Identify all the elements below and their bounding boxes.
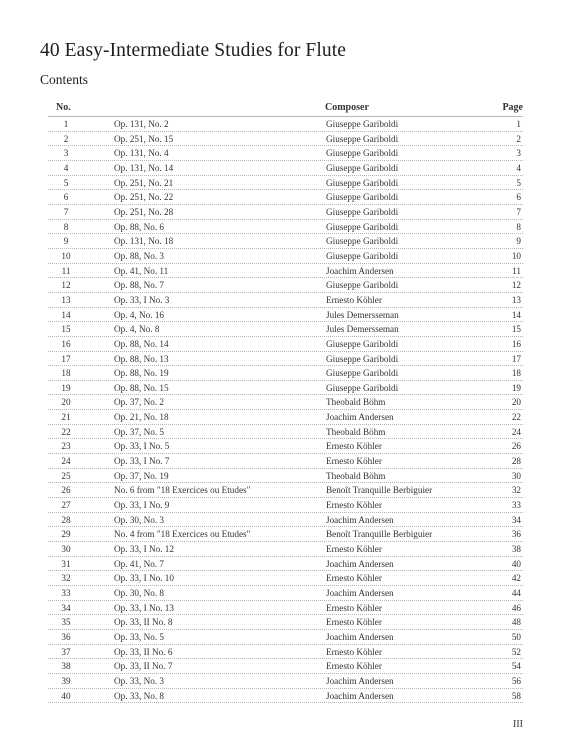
entry-page: 58 — [511, 690, 521, 701]
entry-page: 30 — [511, 470, 521, 481]
entry-composer: Ernesto Köhler — [326, 646, 382, 657]
table-row — [48, 410, 523, 425]
entry-composer: Ernesto Köhler — [326, 294, 382, 305]
entry-number: 30 — [61, 544, 71, 555]
entry-title: Op. 131, No. 4 — [114, 148, 169, 159]
entry-composer: Joachim Andersen — [326, 690, 394, 701]
entry-number: 5 — [63, 177, 69, 188]
entry-number: 26 — [61, 485, 71, 496]
table-row — [48, 366, 523, 381]
entry-composer: Jules Demersseman — [326, 309, 399, 320]
entry-number: 34 — [61, 602, 71, 613]
entry-composer: Theobald Böhm — [326, 397, 386, 408]
table-row — [48, 264, 523, 279]
entry-composer: Ernesto Köhler — [326, 573, 382, 584]
entry-page: 13 — [511, 294, 521, 305]
entry-title: No. 4 from "18 Exercices ou Etudes" — [114, 529, 251, 540]
entry-page: 34 — [511, 514, 521, 525]
entry-page: 24 — [511, 426, 521, 437]
entry-title: Op. 131, No. 2 — [114, 119, 169, 129]
entry-page: 42 — [511, 573, 521, 584]
entry-title: Op. 131, No. 18 — [114, 236, 174, 247]
entry-title: Op. 33, No. 3 — [114, 675, 165, 686]
entry-number: 18 — [61, 368, 71, 379]
entry-number: 17 — [61, 353, 71, 364]
entry-title: Op. 131, No. 14 — [114, 162, 174, 173]
entry-page: 12 — [511, 280, 521, 291]
entry-title: Op. 37, No. 2 — [114, 397, 165, 408]
entry-composer: Theobald Böhm — [326, 470, 386, 481]
entry-number: 14 — [61, 309, 71, 320]
entry-composer: Giuseppe Gariboldi — [326, 353, 399, 364]
section-heading: Contents — [40, 72, 89, 87]
entry-number: 1 — [63, 119, 69, 129]
entry-title: Op. 88, No. 14 — [114, 338, 169, 349]
entry-number: 37 — [61, 646, 71, 657]
table-row — [48, 659, 523, 674]
table-row — [48, 630, 523, 645]
table-row — [48, 117, 523, 132]
entry-number: 21 — [61, 412, 71, 423]
table-row — [48, 498, 523, 513]
entry-title: Op. 33, II No. 7 — [114, 661, 173, 672]
table-row — [48, 469, 523, 484]
entry-page: 17 — [511, 353, 521, 364]
entry-composer: Giuseppe Gariboldi — [326, 148, 399, 159]
entry-number: 12 — [61, 280, 71, 291]
entry-title: Op. 33, II No. 6 — [114, 646, 173, 657]
entry-title: Op. 33, I No. 3 — [114, 294, 170, 305]
entry-page: 50 — [511, 631, 521, 642]
entry-title: Op. 30, No. 8 — [114, 588, 165, 598]
table-row — [48, 205, 523, 220]
entry-title: Op. 88, No. 7 — [114, 280, 165, 291]
entry-composer: Ernesto Köhler — [326, 617, 382, 628]
entry-number: 40 — [61, 690, 71, 701]
entry-title: Op. 33, I No. 7 — [114, 456, 170, 467]
entry-page: 9 — [516, 236, 521, 247]
entry-composer: Ernesto Köhler — [326, 500, 382, 511]
entry-page: 52 — [511, 646, 521, 657]
entry-composer: Joachim Andersen — [326, 558, 394, 569]
entry-composer: Giuseppe Gariboldi — [326, 221, 399, 232]
entry-number: 10 — [61, 250, 71, 261]
entry-title: Op. 41, No. 7 — [114, 558, 165, 569]
entry-number: 6 — [63, 192, 69, 203]
entry-composer: Benoît Tranquille Berbiguier — [326, 529, 433, 540]
table-row — [48, 132, 523, 147]
entry-composer: Giuseppe Gariboldi — [326, 119, 399, 129]
entry-number: 22 — [61, 426, 71, 437]
entry-page: 2 — [516, 133, 521, 144]
entry-page: 40 — [511, 558, 521, 569]
entry-page: 16 — [511, 338, 521, 349]
entry-number: 3 — [63, 148, 69, 159]
entry-title: Op. 88, No. 15 — [114, 382, 169, 393]
entry-title: Op. 33, No. 5 — [114, 631, 165, 642]
entry-composer: Joachim Andersen — [326, 514, 394, 525]
entry-page: 28 — [511, 456, 521, 467]
table-row — [48, 234, 523, 249]
table-row — [48, 689, 523, 704]
entry-composer: Giuseppe Gariboldi — [326, 177, 399, 188]
table-row — [48, 352, 523, 367]
entry-title: Op. 33, I No. 5 — [114, 441, 170, 452]
table-row — [48, 542, 523, 557]
entry-number: 39 — [61, 675, 71, 686]
entry-page: 20 — [511, 397, 521, 408]
page-title: 40 Easy-Intermediate Studies for Flute — [40, 40, 346, 61]
entry-page: 18 — [511, 368, 521, 379]
entry-number: 27 — [61, 500, 71, 511]
entry-title: Op. 33, I No. 13 — [114, 602, 174, 613]
entry-composer: Giuseppe Gariboldi — [326, 382, 399, 393]
entry-title: Op. 88, No. 13 — [114, 353, 169, 364]
entry-page: 11 — [512, 265, 521, 276]
table-header — [48, 100, 523, 117]
entry-number: 4 — [63, 162, 69, 173]
table-row — [48, 615, 523, 630]
entry-composer: Ernesto Köhler — [326, 661, 382, 672]
entry-page: 56 — [511, 675, 521, 686]
table-row — [48, 249, 523, 264]
entry-title: Op. 33, II No. 8 — [114, 617, 173, 628]
entry-title: Op. 88, No. 3 — [114, 250, 165, 261]
entry-composer: Giuseppe Gariboldi — [326, 162, 399, 173]
entry-number: 29 — [61, 529, 71, 540]
entry-number: 35 — [61, 617, 71, 628]
entry-title: Op. 88, No. 19 — [114, 368, 169, 379]
entry-title: Op. 41, No. 11 — [114, 265, 169, 276]
table-row — [48, 571, 523, 586]
entry-number: 24 — [61, 456, 71, 467]
table-row — [48, 425, 523, 440]
table-row — [48, 513, 523, 528]
entry-number: 15 — [61, 324, 71, 335]
table-row — [48, 454, 523, 469]
entry-number: 33 — [61, 588, 71, 598]
entry-composer: Ernesto Köhler — [326, 544, 382, 555]
entry-composer: Joachim Andersen — [326, 631, 394, 642]
entry-composer: Giuseppe Gariboldi — [326, 236, 399, 247]
table-row — [48, 190, 523, 205]
entry-title: Op. 21, No. 18 — [114, 412, 169, 423]
entry-composer: Theobald Böhm — [326, 426, 386, 437]
entry-composer: Giuseppe Gariboldi — [326, 368, 399, 379]
entry-composer: Ernesto Köhler — [326, 441, 382, 452]
table-row — [48, 439, 523, 454]
entry-number: 32 — [61, 573, 71, 584]
table-row — [48, 308, 523, 323]
entry-page: 5 — [516, 177, 521, 188]
entry-page: 7 — [516, 206, 521, 217]
entry-number: 20 — [61, 397, 71, 408]
table-row — [48, 527, 523, 542]
entry-composer: Giuseppe Gariboldi — [326, 206, 399, 217]
entry-page: 4 — [516, 162, 521, 173]
table-row — [48, 586, 523, 601]
entry-page: 32 — [511, 485, 521, 496]
header-composer: Composer — [325, 102, 369, 113]
entry-title: Op. 33, I No. 12 — [114, 544, 174, 555]
table-row — [48, 322, 523, 337]
table-row — [48, 674, 523, 689]
entry-composer: Giuseppe Gariboldi — [326, 192, 399, 203]
table-row — [48, 645, 523, 660]
entry-page: 38 — [511, 544, 521, 555]
header-no: No. — [56, 102, 71, 113]
entry-page: 54 — [511, 661, 521, 672]
entry-title: Op. 37, No. 5 — [114, 426, 165, 437]
table-row — [48, 381, 523, 396]
entry-composer: Jules Demersseman — [326, 324, 399, 335]
entry-page: 44 — [511, 588, 521, 598]
table-row — [48, 337, 523, 352]
table-row — [48, 395, 523, 410]
entry-page: 1 — [516, 119, 521, 129]
entry-page: 26 — [511, 441, 521, 452]
page-number: III — [513, 719, 523, 730]
entry-composer: Giuseppe Gariboldi — [326, 250, 399, 261]
entry-title: Op. 30, No. 3 — [114, 514, 165, 525]
entry-page: 15 — [511, 324, 521, 335]
table-row — [48, 146, 523, 161]
table-row — [48, 601, 523, 616]
table-row — [48, 557, 523, 572]
entry-number: 2 — [63, 133, 69, 144]
entry-composer: Giuseppe Gariboldi — [326, 338, 399, 349]
entry-number: 7 — [63, 206, 69, 217]
entry-page: 36 — [511, 529, 521, 540]
entry-number: 8 — [63, 221, 69, 232]
entry-page: 14 — [511, 309, 521, 320]
entry-title: Op. 88, No. 6 — [114, 221, 165, 232]
entry-composer: Joachim Andersen — [326, 588, 394, 598]
entry-page: 6 — [516, 192, 521, 203]
entry-title: Op. 4, No. 8 — [114, 324, 160, 335]
entry-number: 36 — [61, 631, 71, 642]
entry-number: 31 — [61, 558, 71, 569]
entry-composer: Giuseppe Gariboldi — [326, 133, 399, 144]
table-row — [48, 278, 523, 293]
contents-table — [48, 100, 523, 703]
entry-title: No. 6 from "18 Exercices ou Etudes" — [114, 485, 251, 496]
entry-title: Op. 251, No. 22 — [114, 192, 174, 203]
table-row — [48, 293, 523, 308]
entry-title: Op. 33, I No. 9 — [114, 500, 170, 511]
entry-number: 9 — [63, 236, 69, 247]
header-page: Page — [502, 102, 523, 113]
entry-number: 19 — [61, 382, 71, 393]
table-row — [48, 176, 523, 191]
entry-composer: Joachim Andersen — [326, 265, 394, 276]
entry-number: 11 — [61, 265, 71, 276]
entry-number: 16 — [61, 338, 71, 349]
table-row — [48, 220, 523, 235]
entry-number: 38 — [61, 661, 71, 672]
entry-composer: Benoît Tranquille Berbiguier — [326, 485, 433, 496]
entry-page: 10 — [511, 250, 521, 261]
entry-composer: Ernesto Köhler — [326, 456, 382, 467]
entry-title: Op. 251, No. 28 — [114, 206, 174, 217]
entry-page: 19 — [511, 382, 521, 393]
entry-composer: Joachim Andersen — [326, 412, 394, 423]
entry-number: 23 — [61, 441, 71, 452]
entry-number: 25 — [61, 470, 71, 481]
entry-page: 8 — [516, 221, 521, 232]
table-body — [48, 117, 523, 703]
entry-page: 33 — [511, 500, 521, 511]
entry-page: 48 — [511, 617, 521, 628]
entry-title: Op. 37, No. 19 — [114, 470, 169, 481]
entry-number: 28 — [61, 514, 71, 525]
entry-title: Op. 33, No. 8 — [114, 690, 165, 701]
entry-title: Op. 251, No. 15 — [114, 133, 174, 144]
entry-number: 13 — [61, 294, 71, 305]
entry-title: Op. 33, I No. 10 — [114, 573, 174, 584]
entry-composer: Giuseppe Gariboldi — [326, 280, 399, 291]
entry-composer: Joachim Andersen — [326, 675, 394, 686]
entry-page: 46 — [511, 602, 521, 613]
entry-title: Op. 4, No. 16 — [114, 309, 165, 320]
entry-page: 22 — [511, 412, 521, 423]
entry-title: Op. 251, No. 21 — [114, 177, 174, 188]
table-row — [48, 161, 523, 176]
entry-composer: Ernesto Köhler — [326, 602, 382, 613]
entry-page: 3 — [516, 148, 521, 159]
table-row — [48, 483, 523, 498]
